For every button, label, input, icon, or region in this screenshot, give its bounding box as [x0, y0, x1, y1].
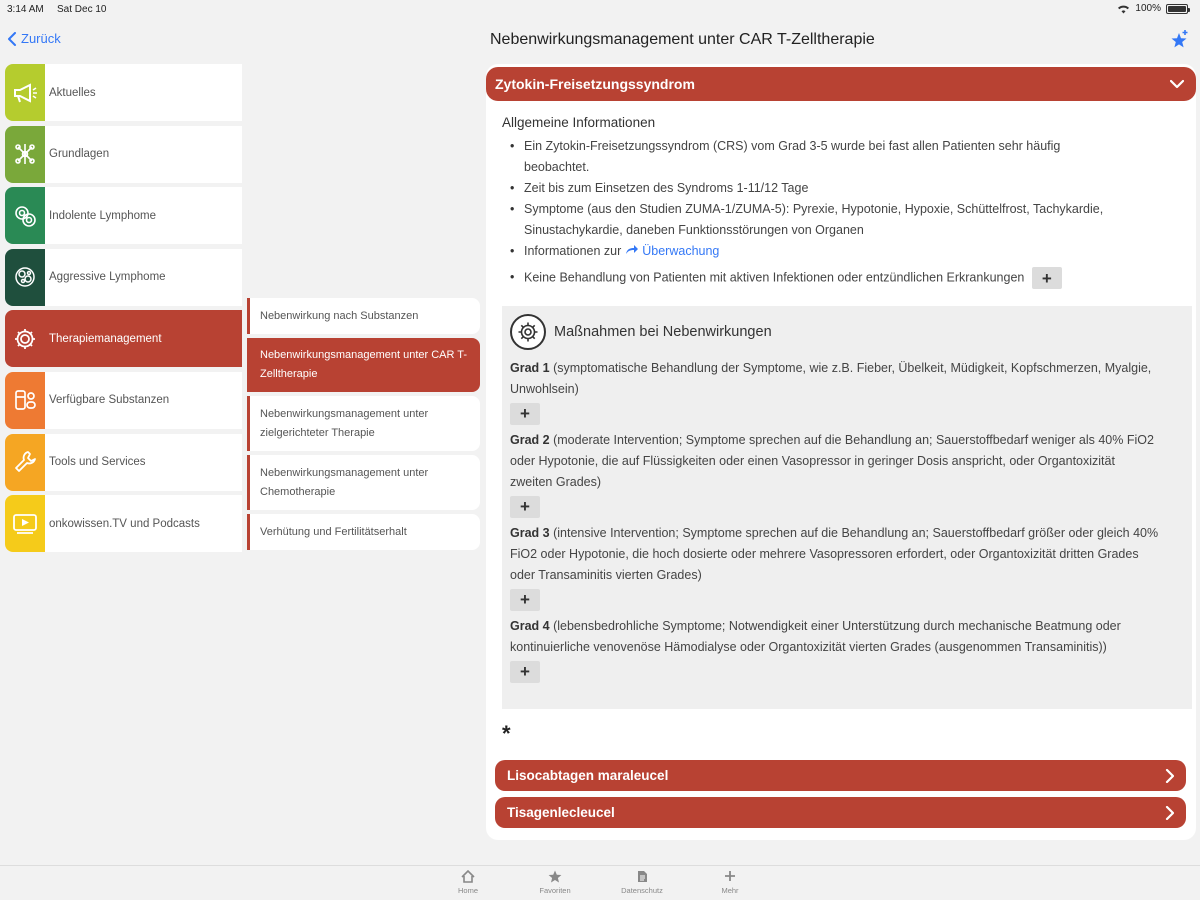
list-item: • Zeit bis zum Einsetzen des Syndroms 1-11/12 Tage	[508, 178, 1128, 199]
expand-button[interactable]: +	[1032, 267, 1062, 289]
drug-row-lisocabtagen[interactable]	[495, 760, 1186, 791]
menu-item-tools-und-services[interactable]	[5, 434, 242, 491]
grade-text: (moderate Intervention; Symptome sprechen auf die Behandlung an; Sauerstoffbedarf weniger als 40% FiO2 oder Hypotonie, die auf Flüssigkeiten oder einen Vasopressor in geringer Dosis anspricht, oder Organtoxizität zweiten Grades)	[510, 433, 1154, 489]
chevron-down-icon	[1170, 79, 1184, 89]
menu-item-therapiemanagement[interactable]	[5, 310, 242, 367]
tab-favoriten[interactable]	[525, 870, 585, 895]
grade-text: (intensive Intervention; Symptome sprechen auf die Behandlung an; Sauerstoffbedarf größer oder gleich 40% FiO2 oder Hypotonie, die hoch dosierte oder mehrere Vasopressoren erfordert, oder Organtoxizität dritten Grades oder Transaminitis vierten Grades)	[510, 526, 1159, 582]
status-date: Sat Dec 10	[57, 4, 107, 15]
tab-datenschutz[interactable]	[612, 870, 672, 895]
footnote-asterisk: *	[502, 721, 511, 746]
menu-label: onkowissen.TV und Podcasts	[49, 517, 200, 530]
battery-icon	[1166, 4, 1188, 14]
menu-item-aktuelles[interactable]	[5, 64, 242, 121]
chevron-right-icon	[1165, 769, 1174, 783]
measures-title: Maßnahmen bei Nebenwirkungen	[554, 324, 772, 340]
info-list	[502, 136, 1196, 289]
menu-label: Therapiemanagement	[49, 332, 162, 345]
infection-note: Keine Behandlung von Patienten mit aktiven Infektionen oder entzündlichen Erkrankungen	[524, 270, 1025, 285]
monitoring-prefix: Informationen zur	[524, 244, 622, 258]
grade-4	[510, 616, 1160, 658]
video-icon	[5, 495, 45, 552]
menu-label: Grundlagen	[49, 148, 110, 161]
monitoring-link-label: Überwachung	[642, 244, 720, 258]
tab-home[interactable]	[438, 870, 498, 895]
section-title: Zytokin-Freisetzungssyndrom	[495, 76, 695, 92]
expand-button[interactable]: +	[510, 403, 540, 425]
megaphone-icon	[5, 64, 45, 121]
menu-label: Tools und Services	[49, 456, 146, 469]
monitoring-link[interactable]	[625, 244, 720, 258]
cell-cluster-icon	[5, 249, 45, 306]
wrench-icon	[5, 434, 45, 491]
pills-icon	[5, 372, 45, 429]
chevron-right-icon	[1165, 806, 1174, 820]
star-plus-icon	[1168, 29, 1190, 51]
submenu-item[interactable]: Nebenwirkung nach Substanzen	[247, 298, 480, 334]
grade-text: (symptomatische Behandlung der Symptome, wie z.B. Fieber, Übelkeit, Müdigkeit, Kopfschmerzen, Myalgie, Unwohlsein)	[510, 361, 1152, 396]
grade-1	[510, 358, 1160, 400]
measures-box	[502, 306, 1192, 709]
content-card	[486, 64, 1196, 840]
tab-label: Mehr	[721, 886, 739, 895]
submenu	[247, 298, 480, 554]
list-item: • Ein Zytokin-Freisetzungssyndrom (CRS) vom Grad 3-5 wurde bei fast allen Patienten sehr häufig beobachtet.	[508, 136, 1128, 178]
page-title: Nebenwirkungsmanagement unter CAR T-Zelltherapie	[490, 31, 875, 48]
share-arrow-icon	[625, 244, 639, 255]
status-bar	[0, 0, 1200, 20]
favorite-button[interactable]	[1168, 29, 1190, 51]
menu-item-aggressive-lymphome[interactable]	[5, 249, 242, 306]
grade-label: Grad 3	[510, 526, 550, 540]
menu-label: Indolente Lymphome	[49, 209, 156, 222]
menu-item-onkowissen-tv[interactable]	[5, 495, 242, 552]
grade-text: (lebensbedrohliche Symptome; Notwendigkeit einer Unterstützung durch mechanische Beatmung oder kontinuierliche venovenöse Hämodialyse oder Organtoxizität vierten Grades (ausgenommen Transaminitis))	[510, 619, 1121, 654]
section-header-crs[interactable]	[486, 67, 1196, 101]
submenu-item[interactable]: Nebenwirkungsmanagement unter zielgerichteter Therapie	[247, 396, 480, 451]
molecule-icon	[5, 126, 45, 183]
grade-label: Grad 4	[510, 619, 550, 633]
plus-icon	[724, 870, 736, 882]
star-icon	[548, 870, 562, 883]
menu-item-indolente-lymphome[interactable]	[5, 187, 242, 244]
expand-button[interactable]: +	[510, 589, 540, 611]
submenu-item[interactable]: Verhütung und Fertilitätserhalt	[247, 514, 480, 550]
expand-button[interactable]: +	[510, 661, 540, 683]
main-menu	[5, 64, 242, 557]
drug-row-tisagenlecleucel[interactable]	[495, 797, 1186, 828]
grade-label: Grad 2	[510, 433, 550, 447]
general-heading: Allgemeine Informationen	[502, 115, 656, 130]
back-button[interactable]	[7, 31, 61, 46]
home-icon	[461, 870, 475, 883]
menu-item-verfuegbare-substanzen[interactable]	[5, 372, 242, 429]
tab-bar	[0, 865, 1200, 900]
list-item-monitoring	[508, 241, 1128, 262]
grade-3	[510, 523, 1160, 586]
grade-2	[510, 430, 1160, 493]
submenu-item[interactable]: Nebenwirkungsmanagement unter Chemotherapie	[247, 455, 480, 510]
tab-label: Home	[457, 886, 478, 895]
gear-icon	[5, 310, 45, 367]
menu-label: Verfügbare Substanzen	[49, 394, 170, 407]
drug-label: Tisagenlecleucel	[507, 805, 615, 820]
tab-label: Datenschutz	[621, 886, 663, 895]
tab-label: Favoriten	[539, 886, 571, 895]
menu-label: Aggressive Lymphome	[49, 271, 166, 284]
menu-label: Aktuelles	[49, 86, 96, 99]
battery-percent: 100%	[1135, 3, 1161, 14]
drug-label: Lisocabtagen maraleucel	[507, 768, 669, 783]
tab-mehr[interactable]	[700, 870, 760, 895]
cells-icon	[5, 187, 45, 244]
grade-label: Grad 1	[510, 361, 550, 375]
wifi-icon	[1117, 4, 1130, 14]
submenu-item-active[interactable]: Nebenwirkungsmanagement unter CAR T-Zelltherapie	[247, 338, 480, 392]
menu-item-grundlagen[interactable]	[5, 126, 242, 183]
gear-icon	[510, 314, 546, 350]
list-item: • Symptome (aus den Studien ZUMA-1/ZUMA-5): Pyrexie, Hypotonie, Hypoxie, Schüttelfrost, Tachykardie, Sinustachykardie, daneben Funktionsstörungen von Organen	[508, 199, 1128, 241]
back-label: Zurück	[21, 31, 61, 46]
chevron-left-icon	[7, 32, 17, 46]
document-icon	[637, 870, 648, 883]
status-time: 3:14 AM	[7, 4, 44, 15]
expand-button[interactable]: +	[510, 496, 540, 518]
list-item-infection	[508, 267, 1128, 289]
